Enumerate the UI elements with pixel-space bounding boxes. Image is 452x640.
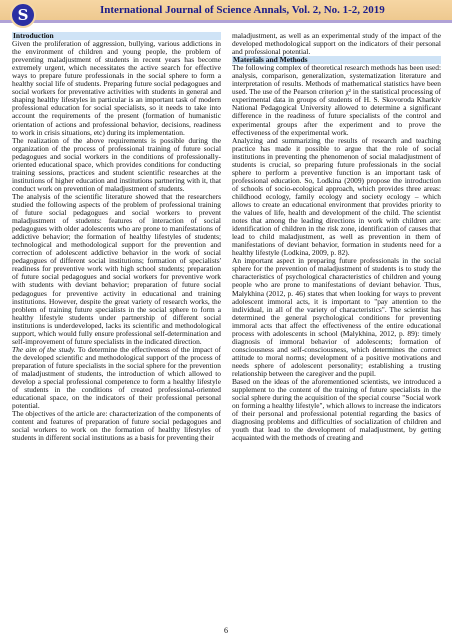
paragraph: An important aspect in preparing future professionals in the social sphere for the prevention of maladjustment of students is to study the characteristics of psychological characteristics of children and young people who are prone to manifestations of deviant behavior. Thus, Malykhina (2012, p. 46) states that when looking for ways to prevent adolescent immoral acts, it is important to "pay attention to the individual, in all of the variety of characteristics". The scientist has determined the general psychological conditions for preventing immoral acts that affect the effectiveness of the entire educational process with adolescents in school (Malykhina, 2012, p. 89): timely diagnosis of immoral behavior of adolescents; formation of consciousness and self-consciousness, which determines the correct attitude to moral norms; development of a positive motivations and needs sphere of adolescent personality; establishing a trusting relationship between the caregiver and the pupil. [232,256,441,378]
aim-label: The aim of the study. [12,344,76,354]
journal-header [0,0,452,30]
paragraph-aim [12,346,221,410]
journal-logo-icon: S [10,2,36,28]
paragraph: The analysis of the scientific literature showed that the researchers studied the following aspects of the problem of professional training of future social pedagogues and social workers to prevent maladjustment of students: features of interaction of social pedagogues with older adolescents who are prone to manifestations of addictive behavior; the formation of healthy lifestyles of students; technological and methodological support for the prevention and correction of adolescent addictive behavior in the work of social pedagogues of different social institutions; formation of specialists' readiness for preventive work with high school students; preparation of future social pedagogues and social workers for preventive work with students with deviant behavior; preparation of future social pedagogues for preventive activity in educational and training institutions. However, despite the great variety of research works, the problem of training future specialists in the social sphere to form a healthy lifestyle students under partnership of different social institutions is underdeveloped, lacks its scientific and methodological support, which would fully ensure professional self-determination and self-improvement of future specialists in the indicated direction. [12,191,221,346]
header-rule [0,20,452,23]
section-heading-methods: Materials and Methods [232,56,441,64]
aim-text: To determine the effectiveness of the impact of the developed scientific and methodological support of the process of preparation of future specialists in the social sphere for the prevention of maladjustment of students, the introduction of which allowed to develop a special professional competence to form a healthy lifestyle of students in the conditions of created professional-oriented educational space, on the indicators of their professional personal potential. [12,344,221,411]
paragraph: The following complex of theoretical research methods has been used: analysis, comparison, generalization, systematization literature and interpretation of results. Methods of mathematical statistics have been used. The use of the Pearson criterion χ² in the statistical processing of experimental data in groups of students of H. S. Skovoroda Kharkiv National Pedagogical University allowed to determine a significant difference in the readiness of future specialists of the control and experimental groups after the experiment and to prove the effectiveness of the experimental work. [232,63,441,137]
paragraph: Analyzing and summarizing the results of research and teaching practice has made it possible to argue that the role of social institutions in preventing the phenomenon of social maladjustment of students is crucial, so preparing future professionals in the social sphere to perform a preventive function is an important task of professional education. So, Lodkina (2009) propose the introduction of schools of socio-ecological approach, which provides three areas: childhood ecology, family ecology and society ecology – which allows to create an educational environment that provides priority to the values of life, health and development of the child. The scientist notes that among the leading directions in work with children are: identification of children in the risk zone, identification of causes that lead to child maladjustment, as well as prevention in them of manifestations of deviant behavior, formation in students need for a healthy lifestyle (Lodkina, 2009, p. 82). [232,135,441,258]
section-heading-introduction: Introduction [12,32,221,40]
paragraph: The realization of the above requirements is possible during the organization of the process of professional training of future social pedagogues and social workers in the conditions of professionally-oriented educational space, which provides conditions for conducting training sessions, practices and student scientific researches at the institutions of higher education and institutions partnering with it, that conduct work on prevention of maladjustment of students. [12,135,221,193]
left-column [12,32,221,442]
paragraph: Given the proliferation of aggression, bullying, various addictions in the environment of children and young people, the problem of preventing maladjustment of students in recent years has become extremely urgent, which necessitates the active search for effective ways to prepare future professionals in the social sphere to form a healthy social life of students. Preparing future social pedagogues and social workers for preventative activities with students in general and shaping healthy lifestyles in particular is an important task of modern professional education for social specialists, so it needs to take into account the requirements of the present (formation of humanistic orientation of actions and professional behavior, decisions, readiness to work in crisis situations, etc) during its implementation. [12,39,221,137]
paragraph: Based on the ideas of the aforementioned scientists, we introduced a supplement to the content of the training of future specialists in the social sphere during the acquisition of the special course "Social work on forming a healthy lifestyle", which allows to increase the indicators of their personal and professional potential regarding the basics of diagnosing problems and difficulties of socialization of children and youth that lead to the development of maladjustment, by getting acquainted with the methods of creating and [232,377,441,443]
right-column [232,32,441,442]
paragraph: The objectives of the article are: characterization of the components of content and features of preparation of future social pedagogues and social workers to work on the formation of healthy lifestyles of students in different social institutions as a basis for preventing their [12,409,221,443]
page-number: 6 [224,626,228,635]
journal-title: International Journal of Science Annals, Vol. 2, No. 1-2, 2019 [100,4,385,16]
paragraph: maladjustment, as well as an experimental study of the impact of the developed methodological support on the indicators of their personal and professional potential. [232,31,441,57]
